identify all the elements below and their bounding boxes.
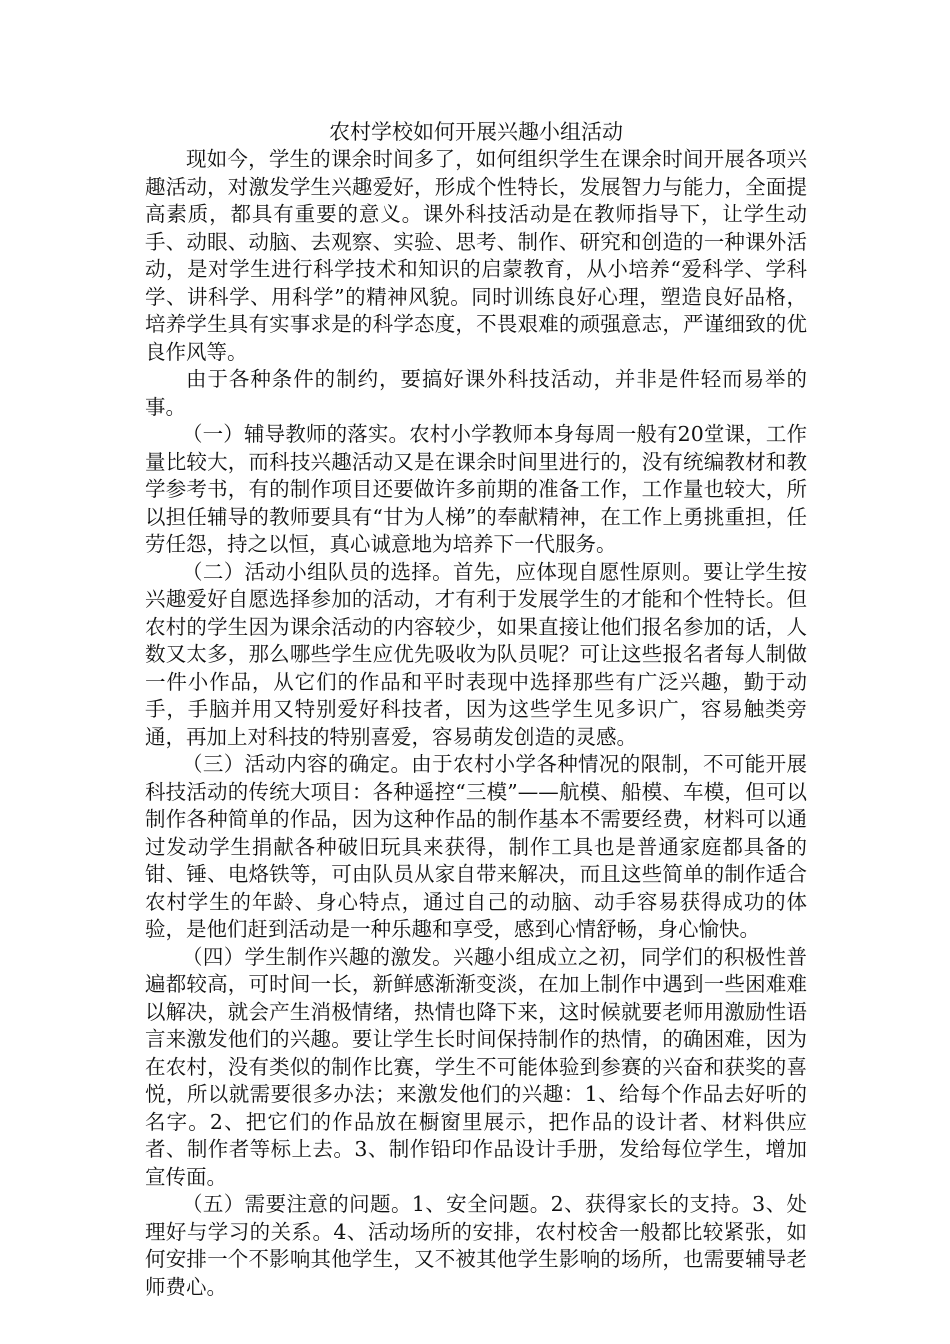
paragraph-intro: 现如今，学生的课余时间多了，如何组织学生在课余时间开展各项兴趣活动，对激发学生兴趣爱好，形成个性特长，发展智力与能力，全面提高素质，都具有重要的意义。课外科技活动是在教师指导下，让学生动手、动眼、动脑、去观察、实验、思考、制作、研究和创造的一种课外活动，是对学生进行科学技术和知识的启蒙教育，从小培养“爱科学、学科学、讲科学、用科学”的精神风貌。同时训练良好心理，塑造良好品格，培养学生具有实事求是的科学态度，不畏艰难的顽强意志，严谨细致的优良作风等。 xyxy=(145,147,807,364)
document-page xyxy=(145,118,807,1301)
paragraph-section-3: （三）活动内容的确定。由于农村小学各种情况的限制，不可能开展科技活动的传统大项目：各种遥控“三模”——航模、船模、车模，但可以制作各种简单的作品，因为这种作品的制作基本不需要经费，材料可以通过发动学生捐献各种破旧玩具来获得，制作工具也是普通家庭都具备的钳、锤、电烙铁等，可由队员从家自带来解决，而且这些简单的制作适合农村学生的年龄、身心特点，通过自己的动脑、动手容易获得成功的体验，是他们赶到活动是一种乐趣和享受，感到心情舒畅，身心愉快。 xyxy=(145,752,807,941)
paragraph-section-1: （一）辅导教师的落实。农村小学教师本身每周一般有20堂课，工作量比较大，而科技兴趣活动又是在课余时间里进行的，没有统编教材和教学参考书，有的制作项目还要做许多前期的准备工作，工作量也较大，所以担任辅导的教师要具有“甘为人梯”的奉献精神，在工作上勇挑重担，任劳任怨，持之以恒，真心诚意地为培养下一代服务。 xyxy=(145,422,807,556)
paragraph-section-5: （五）需要注意的问题。1、安全问题。2、获得家长的支持。3、处理好与学习的关系。4、活动场所的安排，农村校舍一般都比较紧张，如何安排一个不影响其他学生，又不被其他学生影响的场所，也需要辅导老师费心。 xyxy=(145,1192,807,1299)
paragraph-section-4: （四）学生制作兴趣的激发。兴趣小组成立之初，同学们的积极性普遍都较高，可时间一长，新鲜感渐渐变淡，在加上制作中遇到一些困难难以解决，就会产生消极情绪，热情也降下来，这时候就要老师用激励性语言来激发他们的兴趣。要让学生长时间保持制作的热情，的确困难，因为在农村，没有类似的制作比赛，学生不可能体验到参赛的兴奋和获奖的喜悦，所以就需要很多办法；来激发他们的兴趣：1、给每个作品去好听的名字。2、把它们的作品放在橱窗里展示，把作品的设计者、材料供应者、制作者等标上去。3、制作铅印作品设计手册，发给每位学生，增加宣传面。 xyxy=(145,944,807,1189)
paragraph-section-2: （二）活动小组队员的选择。首先，应体现自愿性原则。要让学生按兴趣爱好自愿选择参加的活动，才有利于发展学生的才能和个性特长。但农村的学生因为课余活动的内容较少，如果直接让他们报名参加的话，人数又太多，那么哪些学生应优先吸收为队员呢？可让这些报名者每人制做一件小作品，从它们的作品和平时表现中选择那些有广泛兴趣，勤于动手，手脑并用又特别爱好科技者，因为这些学生见多识广，容易触类旁通，再加上对科技的特别喜爱，容易萌发创造的灵感。 xyxy=(145,559,807,749)
paragraph-constraints: 由于各种条件的制约，要搞好课外科技活动，并非是件轻而易举的事。 xyxy=(145,367,807,419)
document-title: 农村学校如何开展兴趣小组活动 xyxy=(329,120,623,144)
